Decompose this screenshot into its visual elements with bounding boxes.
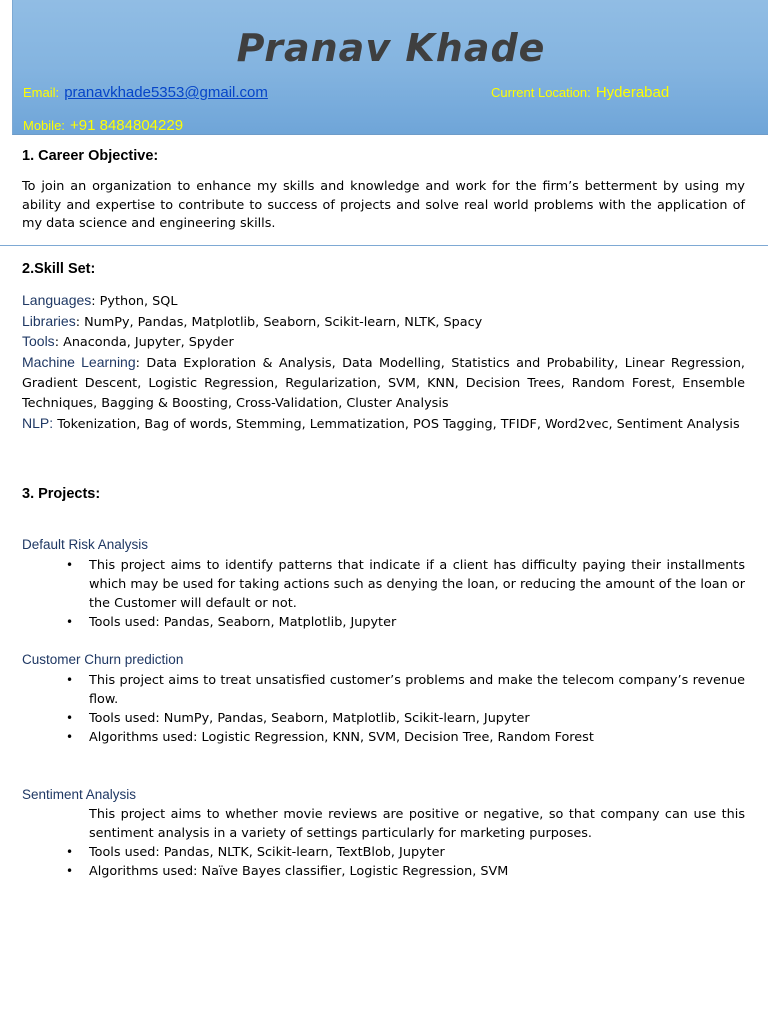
email-label: Email:	[23, 85, 60, 100]
list-item	[0, 728, 745, 747]
project-bullets-sentiment	[0, 843, 745, 881]
skill-set-heading: 2.Skill Set:	[22, 261, 96, 277]
project-bullets-churn	[0, 671, 745, 747]
skill-value: : Data Exploration & Analysis, Data Modelling, Statistics and Probability, Linear Regression, Gradient Descent, Logistic Regression, Regularization, SVM, KNN, Decision Trees, Random Forest, Ensemble Techniques, Bagging & Boosting, Cross-Validation, Cluster Analysis	[22, 356, 745, 411]
candidate-name: Pranav Khade	[236, 26, 546, 70]
project-title-churn: Customer Churn prediction	[22, 652, 184, 667]
project-title-default-risk: Default Risk Analysis	[22, 537, 149, 552]
bullet-text: Algorithms used: Naïve Bayes classifier, Logistic Regression, SVM	[89, 864, 509, 879]
bullet-text: This project aims to treat unsatisfied customer’s problems and make the telecom company’s revenue flow.	[89, 673, 745, 707]
location-row	[491, 82, 669, 101]
project-bullets-default-risk	[0, 556, 745, 632]
list-item	[0, 556, 745, 613]
bullet-text: Algorithms used: Logistic Regression, KNN, SVM, Decision Tree, Random Forest	[89, 730, 594, 745]
skill-value: : Python, SQL	[91, 294, 178, 309]
project-intro-sentiment: This project aims to whether movie reviews are positive or negative, so that company can use this sentiment analysis in a variety of settings particularly for marketing purposes.	[89, 807, 745, 841]
location-label: Current Location:	[491, 85, 591, 100]
email-row	[23, 82, 268, 101]
bullet-text: Tools used: NumPy, Pandas, Seaborn, Matplotlib, Scikit-learn, Jupyter	[89, 711, 530, 726]
bullet-text: Tools used: Pandas, NLTK, Scikit-learn, TextBlob, Jupyter	[89, 845, 445, 860]
skill-value: : Anaconda, Jupyter, Spyder	[54, 335, 234, 350]
skill-libraries	[22, 311, 745, 333]
skill-key: Languages	[22, 292, 92, 308]
skill-value: Tokenization, Bag of words, Stemming, Lemmatization, POS Tagging, TFIDF, Word2vec, Sentiment Analysis	[53, 417, 740, 432]
bullet-icon: •	[66, 615, 74, 629]
mobile-value: +91 8484804229	[70, 117, 184, 134]
bullet-text: This project aims to identify patterns that indicate if a client has difficulty paying their installments which may be used for taking actions such as denying the loan, or reducing the amount of the loan or the Customer will default or not.	[89, 558, 745, 611]
list-item	[0, 709, 745, 728]
mobile-row	[23, 115, 183, 134]
career-objective-text: To join an organization to enhance my skills and knowledge and work for the firm’s betterment by using my ability and expertise to contribute to success of projects and solve real world problems with the application of my data science and engineering skills.	[22, 179, 745, 231]
bullet-icon: •	[66, 845, 74, 859]
skill-key: Libraries	[22, 313, 76, 329]
career-objective-heading: 1. Career Objective:	[22, 148, 159, 164]
bullet-icon: •	[66, 730, 74, 744]
section-divider	[0, 245, 768, 246]
skill-tools	[22, 331, 745, 353]
bullet-text: Tools used: Pandas, Seaborn, Matplotlib, Jupyter	[89, 615, 397, 630]
list-item	[0, 843, 745, 862]
skill-value: : NumPy, Pandas, Matplotlib, Seaborn, Scikit-learn, NLTK, Spacy	[75, 315, 483, 330]
skill-nlp	[22, 413, 745, 435]
skill-machine-learning	[22, 352, 745, 414]
projects-heading: 3. Projects:	[22, 486, 101, 502]
list-item	[0, 613, 745, 632]
location-value: Hyderabad	[595, 84, 670, 101]
skill-languages	[22, 290, 745, 312]
skill-key: NLP:	[22, 415, 54, 431]
resume-header	[12, 0, 768, 135]
skill-key: Tools	[22, 333, 55, 349]
list-item	[0, 862, 745, 881]
email-link[interactable]: pranavkhade5353@gmail.com	[64, 84, 268, 101]
skill-key: Machine Learning	[22, 354, 136, 370]
bullet-icon: •	[66, 711, 74, 725]
bullet-icon: •	[66, 558, 74, 572]
bullet-icon: •	[66, 673, 74, 687]
project-title-sentiment: Sentiment Analysis	[22, 787, 137, 802]
list-item	[0, 671, 745, 709]
bullet-icon: •	[66, 864, 74, 878]
mobile-label: Mobile:	[23, 118, 65, 133]
